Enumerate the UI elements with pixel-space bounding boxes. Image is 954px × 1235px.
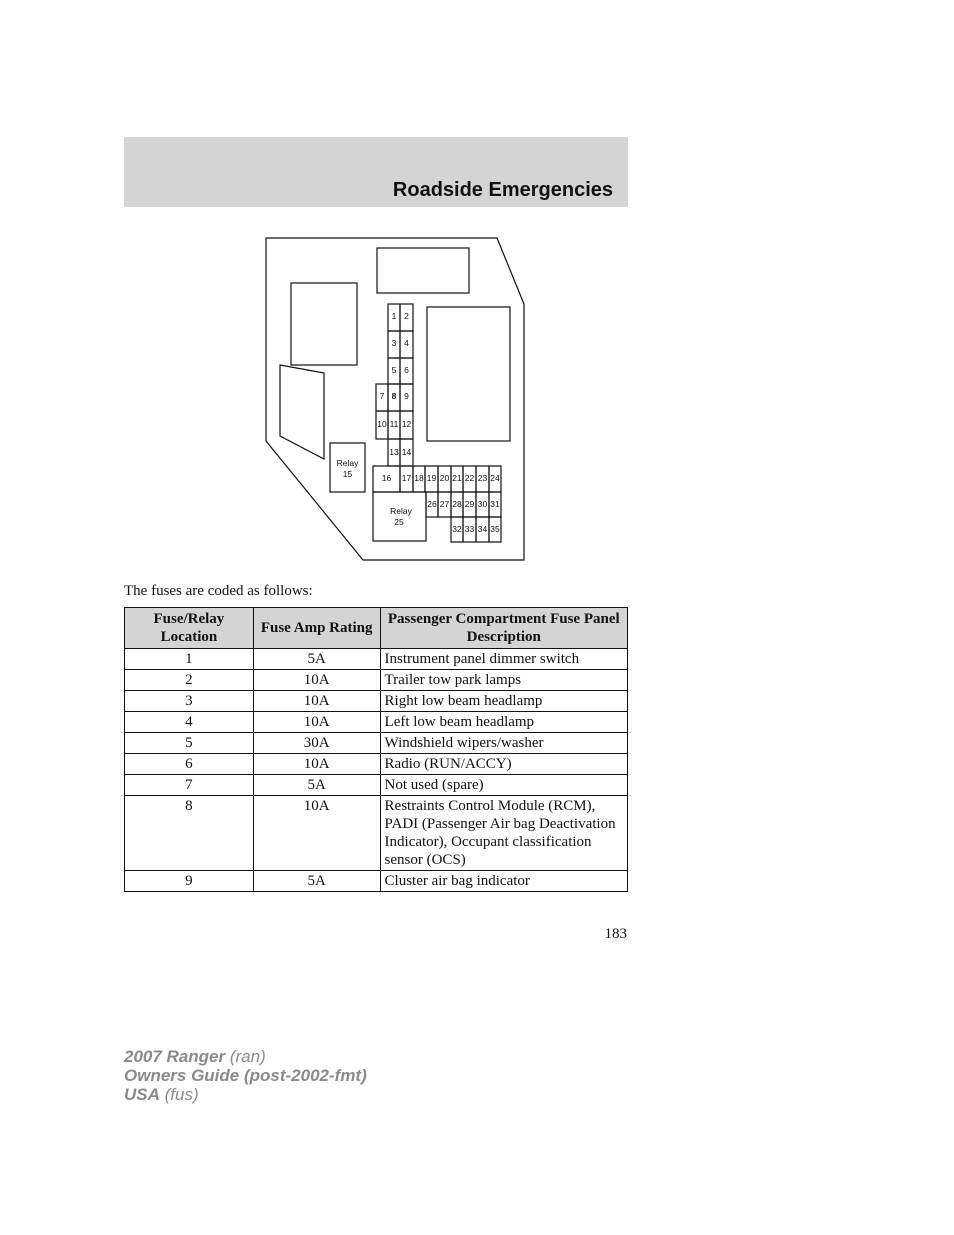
table-row xyxy=(125,670,628,691)
cell-description: Left low beam headlamp xyxy=(380,712,627,733)
page-number: 183 xyxy=(604,926,627,942)
table-row xyxy=(125,712,628,733)
fuse-label: 10 xyxy=(377,419,387,429)
cell-description: Cluster air bag indicator xyxy=(380,871,627,892)
fuse-label: 6 xyxy=(404,365,409,375)
cell-location: 2 xyxy=(125,670,254,691)
fuse-label: 9 xyxy=(404,391,409,401)
fuse-label: 29 xyxy=(464,499,475,509)
cell-rating: 5A xyxy=(253,649,380,670)
cell-rating: 10A xyxy=(253,691,380,712)
cell-location: 9 xyxy=(125,871,254,892)
cell-description: Radio (RUN/ACCY) xyxy=(380,754,627,775)
cell-rating: 10A xyxy=(253,712,380,733)
column-header-location: Fuse/Relay Location xyxy=(125,608,254,649)
cell-location: 8 xyxy=(125,796,254,871)
cell-rating: 5A xyxy=(253,871,380,892)
top-block xyxy=(377,248,469,293)
cell-location: 7 xyxy=(125,775,254,796)
fuse-label: 21 xyxy=(452,473,462,483)
column-header-rating: Fuse Amp Rating xyxy=(253,608,380,649)
footer-model-code: (ran) xyxy=(225,1047,266,1066)
table-row xyxy=(125,733,628,754)
intro-text: The fuses are coded as follows: xyxy=(124,583,313,599)
cell-rating: 10A xyxy=(253,754,380,775)
fuse-label: 32 xyxy=(452,524,462,534)
fuse-label: 2 xyxy=(404,311,409,321)
cell-location: 1 xyxy=(125,649,254,670)
document-footer xyxy=(124,1047,367,1104)
fuse-label: 7 xyxy=(379,391,385,401)
fuse-label: 12 xyxy=(401,419,412,429)
footer-market: USA xyxy=(124,1085,160,1104)
fuse-label: 24 xyxy=(490,473,500,483)
section-header-band xyxy=(124,137,628,207)
section-title: Roadside Emergencies xyxy=(392,179,613,201)
table-row xyxy=(125,871,628,892)
left-tab xyxy=(280,365,324,459)
footer-market-code: (fus) xyxy=(159,1085,199,1104)
cell-description: Restraints Control Module (RCM), PADI (Passenger Air bag Deactivation Indicator), Occupant classification sensor (OCS) xyxy=(380,796,627,871)
footer-model: 2007 Ranger xyxy=(124,1047,226,1066)
relay-label: Relay xyxy=(336,458,359,468)
table-header-row xyxy=(125,608,628,649)
cell-description: Right low beam headlamp xyxy=(380,691,627,712)
fuse-label: 22 xyxy=(464,473,475,483)
cell-description: Trailer tow park lamps xyxy=(380,670,627,691)
cell-rating: 10A xyxy=(253,670,380,691)
footer-line-1 xyxy=(124,1047,367,1066)
fuse-label: 14 xyxy=(401,447,412,457)
fuse-label: 8 xyxy=(391,391,397,401)
footer-line-3 xyxy=(124,1085,367,1104)
fuse-label: 28 xyxy=(452,499,462,509)
cell-rating: 5A xyxy=(253,775,380,796)
table-row xyxy=(125,754,628,775)
right-block xyxy=(427,307,510,441)
fuse-label: 20 xyxy=(439,473,450,483)
relay-label: 15 xyxy=(342,469,353,479)
cell-rating: 30A xyxy=(253,733,380,754)
fuse-label: 13 xyxy=(389,447,399,457)
fuse-label: 3 xyxy=(391,338,397,348)
table-row xyxy=(125,691,628,712)
fuse-label: 26 xyxy=(427,499,437,509)
fuse-label: 16 xyxy=(381,473,392,483)
cell-description: Windshield wipers/washer xyxy=(380,733,627,754)
fuse-label: 19 xyxy=(426,473,437,483)
cell-location: 4 xyxy=(125,712,254,733)
cell-description: Not used (spare) xyxy=(380,775,627,796)
relay-label: 25 xyxy=(394,517,404,527)
table-row xyxy=(125,775,628,796)
cell-description: Instrument panel dimmer switch xyxy=(380,649,627,670)
fuse-label: 17 xyxy=(401,473,412,483)
fuse-label: 11 xyxy=(389,419,399,429)
fuse-label: 31 xyxy=(490,499,500,509)
fuse-panel-diagram xyxy=(250,228,540,568)
fuse-label: 5 xyxy=(391,365,397,375)
fuse-label: 18 xyxy=(414,473,424,483)
cell-location: 5 xyxy=(125,733,254,754)
fuse-table xyxy=(124,607,628,892)
fuse-label: 27 xyxy=(439,499,450,509)
cell-location: 6 xyxy=(125,754,254,775)
fuse-label: 30 xyxy=(477,499,488,509)
column-header-description: Passenger Compartment Fuse Panel Description xyxy=(380,608,627,649)
fuse-label: 33 xyxy=(464,524,475,534)
left-block xyxy=(291,283,357,365)
fuse-label: 23 xyxy=(477,473,488,483)
table-row xyxy=(125,796,628,871)
relay-label: Relay xyxy=(390,506,412,516)
table-row xyxy=(125,649,628,670)
footer-line-2 xyxy=(124,1066,367,1085)
cell-location: 3 xyxy=(125,691,254,712)
fuse-label: 35 xyxy=(490,524,500,534)
cell-rating: 10A xyxy=(253,796,380,871)
fuse-label: 4 xyxy=(404,338,409,348)
fuse-label: 34 xyxy=(477,524,488,534)
fuse-label: 1 xyxy=(391,311,397,321)
footer-guide: Owners Guide (post-2002-fmt) xyxy=(124,1066,367,1085)
